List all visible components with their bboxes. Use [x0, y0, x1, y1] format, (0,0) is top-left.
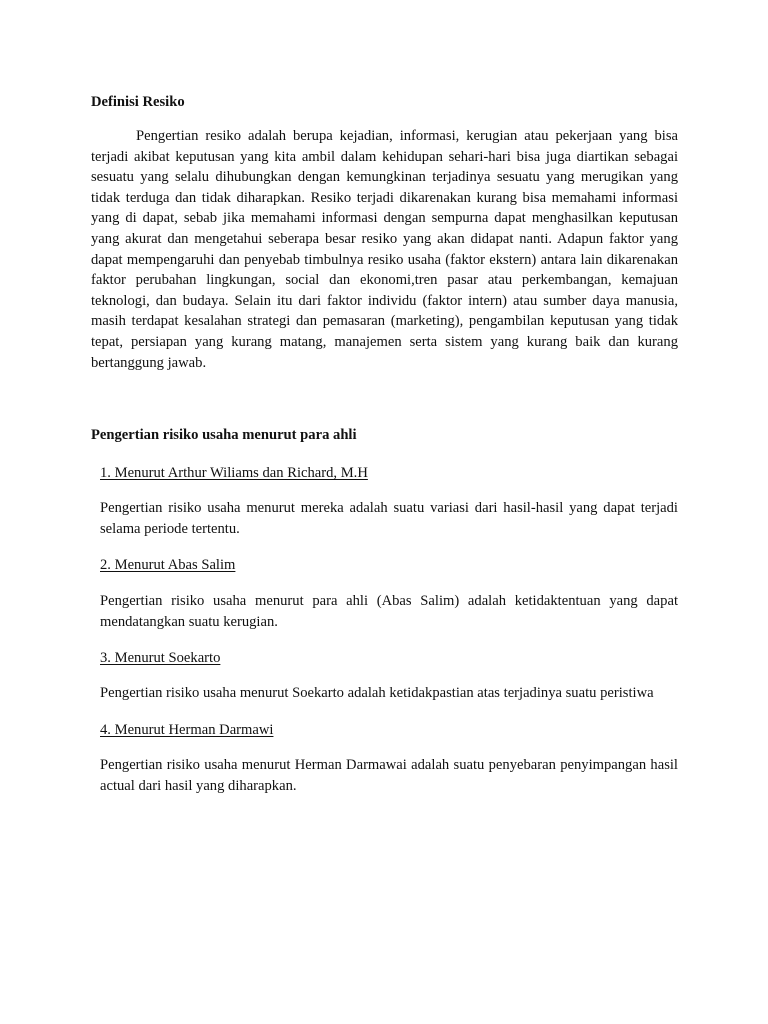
heading-pengertian-menurut-ahli: Pengertian risiko usaha menurut para ahli: [91, 427, 357, 443]
expert-3-description: Pengertian risiko usaha menurut Soekarto adalah ketidakpastian atas terjadinya suatu peristiwa: [100, 685, 654, 701]
expert-2-description: Pengertian risiko usaha menurut para ahli (Abas Salim) adalah ketidaktentuan yang dapat mendatangkan suatu kerugian.: [100, 593, 678, 630]
expert-4-description: Pengertian risiko usaha menurut Herman Darmawai adalah suatu penyebaran penyimpangan hasil actual dari hasil yang diharapkan.: [100, 757, 678, 794]
expert-4-title: 4. Menurut Herman Darmawi: [100, 722, 274, 738]
expert-1-description: Pengertian risiko usaha menurut mereka adalah suatu variasi dari hasil-hasil yang dapat terjadi selama periode tertentu.: [100, 500, 678, 537]
heading-definisi-resiko: Definisi Resiko: [91, 94, 185, 110]
definisi-paragraph: Pengertian resiko adalah berupa kejadian, informasi, kerugian atau pekerjaan yang bisa terjadi akibat keputusan yang kita ambil dalam kehidupan sehari-hari bisa juga diartikan sebagai sesuatu yang selalu dihubungkan dengan kemungkinan terjadinya sesuatu yang merugikan yang tidak terduga dan tidak diharapkan. Resiko terjadi dikarenakan kurang bisa memahami informasi yang di dapat, sebab jika memahami informasi dengan sempurna dapat menghasilkan keputusan yang akurat dan mengetahui seberapa besar resiko yang akan didapat nanti. Adapun faktor yang dapat mempengaruhi dan penyebab timbulnya resiko usaha (faktor ekstern) antara lain dikarenakan faktor perubahan lingkungan, social dan ekonomi,tren pasar atau perkembangan, kemajuan teknologi, dan budaya. Selain itu dari faktor individu (faktor intern) atau sumber daya manusia, masih terdapat kesalahan strategi dan pemasaran (marketing), pengambilan keputusan yang tidak tepat, persiapan yang kurang matang, manajemen serta sistem yang kurang baik dan kurang bertanggung jawab.: [91, 128, 678, 371]
expert-3-title: 3. Menurut Soekarto: [100, 650, 221, 666]
expert-2-title: 2. Menurut Abas Salim: [100, 557, 236, 573]
expert-1-title: 1. Menurut Arthur Wiliams dan Richard, M.H: [100, 465, 368, 481]
